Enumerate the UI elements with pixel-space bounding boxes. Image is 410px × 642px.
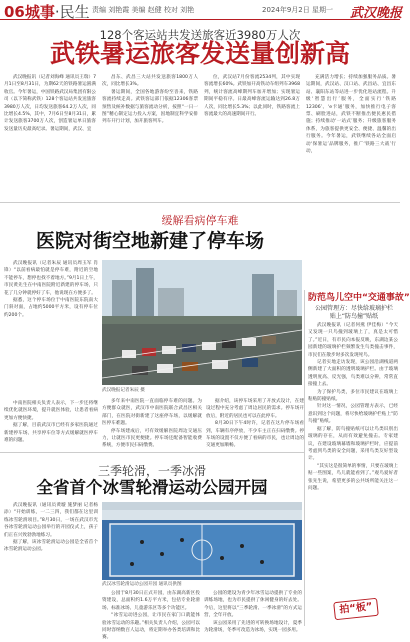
- story3-column-1: 武汉晚报讯（通讯员黄璇 施梦丽 记者杨添）“开始训练，一二三四，我们都在这里训练冰雪轮滑项目。”8月30日，一场在武汉市光谷冰雪轮滑运动公园举行的开园仪式上，孩子们正在兴致勃勃地练习。 据了解，该冰雪轮滑运动公园是全省首个冰雪轮滑运动公园。: [4, 503, 98, 553]
- masthead: [0, 0, 403, 21]
- newspaper-logo: 武汉晚报: [350, 6, 403, 21]
- story2-column-2: 多年来中南医院一直面临停车难的问题。为方便群众就医，武汉市中南医院联合武昌区相关部门，在医院对街新建了这座停车场，以缓解就医停车难题。 停车场建成后，可有效缓解医院周边交通压力，让就医市民更便捷。停车场还配备智能收费系统，方便市民扫码缴费。: [102, 399, 202, 449]
- sidebar-title: 防范鸟儿空中“交通事故”: [308, 293, 410, 303]
- editors-line: 责编 刘艳霞 美编 赵健 校对 刘艳: [92, 6, 195, 14]
- story1-column-2: 昌东、武昌三大站共发送旅客1800万人次，同比增长3%。 暑运期间，全国各地游客纷至沓来，铁路客流持续走高。武铁客运部门依据12306客票预售及候补数据与旅客流动分析，按照“一日一图”精心制定运力投入方案，因地制宜科学安排列车开行计划，加开旅客列车。: [102, 75, 198, 125]
- story3-headline: 全省首个冰雪轮滑运动公园开园: [36, 478, 268, 497]
- story3-photo-caption: 武汉冰雪轮滑运动公园开园 通讯员供图: [102, 582, 182, 587]
- story1-column-3: 位，武汉站7月份客流2534列，其中实现客流增长60%。武铁加开高铁动车组列车3968列，统计客流高峰期列车加开增加；实现暑运期间平稳有序。日最高峰客流运输达到26.8万人次，同比增长5.3%；以此同时，铁路客流上客流最大的高速期间开行。: [204, 75, 300, 118]
- story3-column-2: 公园于8月30日正式开园，由东湖高新区投资建设，总面积约1.6万平方米，包括专业轮滑场、标准冰场、儿童游乐区等多个功能区。 “冰雪运动进公园，让市民在家门口就能体验冰雪运动的乐趣。”相关负责人介绍，公园可以同时容纳数百人运动，将定期举办各类培训和比赛。: [102, 591, 200, 641]
- story1-headline: 武铁暑运旅客发送量创新高: [49, 39, 350, 68]
- story2-column-3: 据介绍，该停车场采用了开放式设计，在建设过程中充分考虑了周边居民的需求。停车场开放后，附近的居民也可以在此停车。 8月30日下午4时许，记者在这片停车场看到，车辆有序停放，不少车主正在扫码缴费。停车场的设置不仅方便了看病的市民，也让周边的交通更加顺畅。: [206, 399, 304, 449]
- story3-column-3: 公园的建设为青少年冰雪运动提供了专业的训练场地，也为市民提供了休闲健身的好去处。今后，这里将以“三季轮滑、一季冰滑”的方式运营，全年开放。 该公园采用了先进的可转换场地设计，夏季为轮滑场，冬季可改造为冰场，实现一园多用。: [204, 591, 302, 634]
- story1-kicker: 128个客运站共发送旅客近3980万人次: [99, 28, 301, 42]
- pai-ban-stamp: 拍“板”: [333, 598, 379, 621]
- skating-park-photo: [102, 502, 302, 580]
- parking-lot-photo: [102, 260, 302, 385]
- story3-kicker: 三季轮滑，一季冰滑: [97, 464, 206, 478]
- story2-kicker: 缓解看病停车难: [161, 214, 239, 227]
- story1-column-4: 充满活力增长；持续加强服务品质。暑运期间，武汉站、汉口站、武昌站、宜昌东站、襄阳东站等站进一步优化进站流程。升级‘智慧出行’服务，全面实行‘铁路12306’、‘e卡通’服务，加快推行电子客票、刷脸进站，武铁不断推出便民惠民措施；持续推动‘一站式’服务；升级旅客服务体系，为旅客提供更安全、便捷、温馨的出行服务。今年暑运，武铁继续各站全面启动‘保暑运’品牌服务，推广‘铁路三大战’行动，: [306, 75, 396, 155]
- story2-headline: 医院对街空地新建了停车场: [35, 230, 264, 252]
- issue-date: 2024年9月2日 星期一: [262, 6, 333, 14]
- story2-column-4: 中南医院相关负责人表示，下一步还将继续优化就医环境，提升就医体验，让患者看病更加方便快捷。 据了解，目前武汉市已经有多家医院通过新建停车场、共享停车位等方式缓解就医停车难的问题。: [4, 401, 98, 444]
- sidebar-body: 武汉晚报讯（记者何燕 伊佳梅）“今天又发现一只鸟撞到玻璃上了，真是太可惜了。”近日，有市民向本报反映，东湖边某公园新建的玻璃护栏频繁发生鸟类撞击事件，市民们在散步时多次发现死鸟。 记者实地走访发现，该公园沿湖栈道两侧新建了大面积的透明玻璃护栏。由于玻璃透明度高、反光强，鸟类难以分辨，常常直接撞上去。 为了保护鸟类，多位市民建议在玻璃上粘贴防撞贴纸。 针对这一情况，公园管理方表示，已经意识到这个问题，将尽快给玻璃护栏贴上“防鸟撞”贴纸。 据了解，防鸟撞贴纸可以让鸟类识别出玻璃的存在，从而有效避免撞击。专家建议，在建设玻璃幕墙和玻璃护栏时，应提前考虑到鸟类的安全问题，采用鸟类友好型设计。 “其实这是很简单的事情，只要在玻璃上贴一些图案，鸟儿就能看到了。”观鸟爱好者张先生说，希望更多的公共场所能关注这一问题。: [308, 323, 398, 491]
- sidebar-subtitle-2: 贴上“防鸟撞”贴纸: [329, 313, 379, 320]
- section-label: 06城事·民生: [4, 3, 90, 21]
- story1-column-1: 武汉晚报讯（记者刘海峰 通讯员王瑞）7月1日至8月31日，为期62天的铁路暑运圆满收官。今年暑运，中国铁路武汉局集团有限公司（以下简称武铁）128个客运站共发送旅客3980万人次，日均发送旅客64.2万人次，同比增长4.5%，其中，7月6日至8月31日，累计发送旅客3700万人次，创造暑运单日旅客发送量历史最高纪录。暑运期间，武汉、宜: [4, 75, 96, 132]
- column-divider: [304, 290, 305, 626]
- story2-photo-caption: 武汉晚报记者朱辰 摄: [102, 388, 145, 393]
- sidebar-story: [308, 290, 410, 626]
- divider: [0, 202, 400, 203]
- divider: [0, 452, 304, 453]
- sidebar-subtitle-1: 公园管理方：尽快给玻璃护栏: [314, 305, 393, 312]
- story2-column-1: 武汉晚报讯（记者朱辰 通讯员周玉军 肖锋）“以前看病最怕就是停车难，附近的空地不能停车，想停也找不着地方。”9月1日上午，市民黄先生在中南医院附近新建的停车场，只花了几分钟就停好了车，他说现在方便多了。 据悉，这个停车场位于中南医院东院南大门斜对面，占地约5000平方米，设有停车位约200个。: [4, 261, 98, 318]
